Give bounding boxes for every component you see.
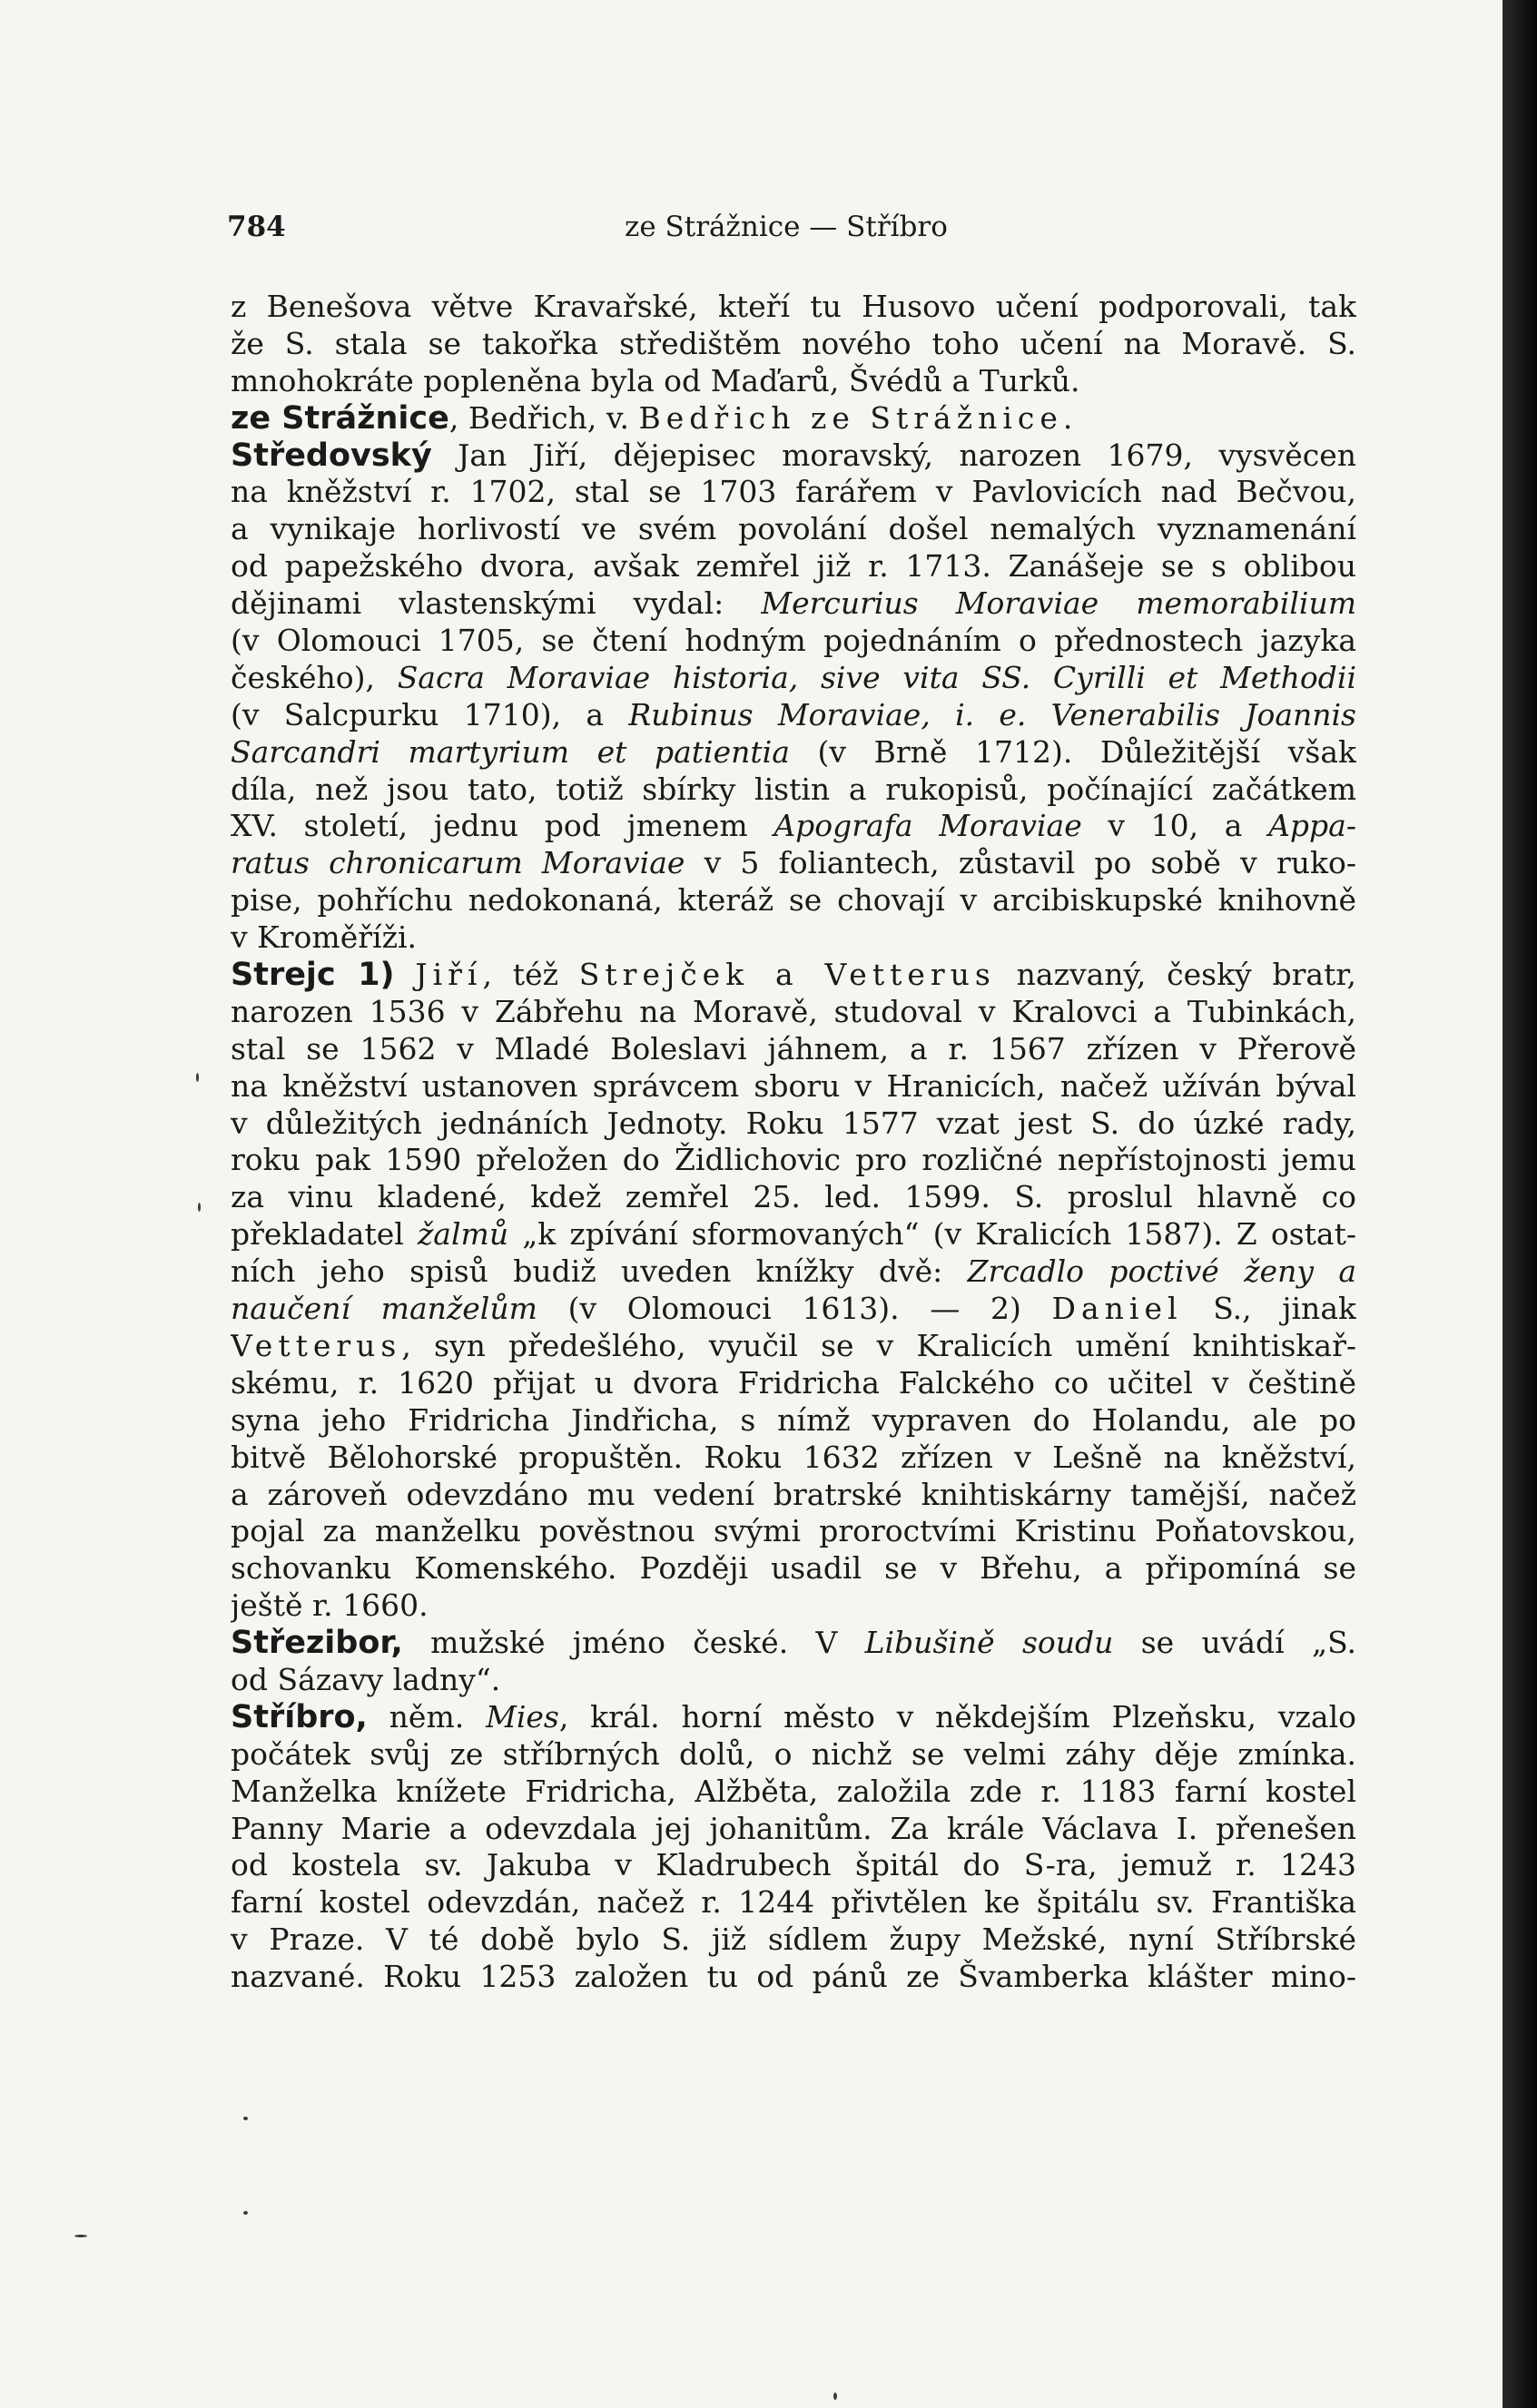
text-run: ních jeho spisů budiž uveden knížky dvě:	[231, 1253, 968, 1290]
text-line	[231, 697, 1356, 734]
text-line	[231, 994, 1356, 1031]
text-line	[231, 585, 1356, 623]
spaced-name: Daniel	[1051, 1291, 1183, 1327]
text-line	[231, 1811, 1356, 1848]
text-run: , Bedřich, v.	[448, 399, 639, 436]
text-run: mnohokráte popleněna byla od Maďarů, Švédů a Turků.	[231, 362, 1080, 398]
text-run: XV. století, jednu pod jmenem	[231, 808, 774, 844]
text-run: na kněžství ustanoven správcem sboru v Hranicích, načež užíván býval	[231, 1067, 1356, 1104]
text-line	[231, 1440, 1356, 1477]
text-run: mužské jméno české. V	[402, 1625, 865, 1661]
text-line	[231, 326, 1356, 363]
text-run: schovanku Komenského. Později usadil se v Břehu, a připomíná se	[231, 1550, 1356, 1587]
text-line	[231, 1662, 1356, 1699]
text-run: a zároveň odevzdáno mu vedení bratrské knihtiskárny tamější, načež	[231, 1476, 1356, 1512]
text-run: Jan Jiří, dějepisec moravský, narozen 1679, vysvěcen	[431, 437, 1356, 473]
italic-title: Appa-	[1268, 808, 1356, 844]
text-line	[231, 882, 1356, 919]
text-run: dějinami vlastenskými vydal:	[231, 585, 762, 622]
text-line	[231, 1402, 1356, 1440]
text-run: v 10, a	[1081, 808, 1269, 844]
text-run: překladatel	[231, 1216, 418, 1253]
text-run: (v Olomouci 1705, se čtení hodným pojednáním o přednostech jazyka	[231, 623, 1356, 659]
text-line	[231, 1513, 1356, 1550]
text-run: .	[1062, 399, 1073, 436]
text-line	[231, 1736, 1356, 1774]
text-run: S., jinak	[1182, 1291, 1356, 1327]
encyclopedia-text	[231, 289, 1356, 1996]
spaced-name: Strejček a Vetterus	[578, 957, 996, 993]
text-line	[231, 1699, 1356, 1736]
text-run: v důležitých jednáních Jednoty. Roku 1577 vzat jest S. do úzké rady,	[231, 1105, 1356, 1141]
headword: Stříbro,	[231, 1698, 368, 1735]
scan-speck	[243, 2211, 248, 2215]
text-line	[231, 1106, 1356, 1143]
text-run: od Sázavy ladny“.	[231, 1661, 501, 1697]
text-run: něm.	[367, 1698, 487, 1735]
text-run: narozen 1536 v Zábřehu na Moravě, studoval v Kralovci a Tubinkách,	[231, 993, 1356, 1029]
headword: ze Strážnice	[231, 399, 449, 437]
text-line	[231, 363, 1356, 400]
text-line	[231, 511, 1356, 548]
italic-title: Sarcandri martyrium et patientia	[231, 733, 790, 770]
text-run	[395, 957, 416, 992]
text-run: a vynikaje horlivostí ve svém povolání došel nemalých vyznamenání	[231, 511, 1356, 547]
text-line	[231, 734, 1356, 772]
text-run: pojal za manželku pověstnou svými proroctvími Kristinu Poňatovskou,	[231, 1513, 1356, 1549]
text-line	[231, 772, 1356, 809]
text-run: , též	[482, 957, 579, 993]
text-line	[231, 1253, 1356, 1291]
text-line	[231, 1587, 1356, 1625]
text-line	[231, 957, 1356, 994]
spaced-name: Jiří	[415, 957, 483, 993]
text-line	[231, 623, 1356, 660]
text-run: nazvané. Roku 1253 založen tu od pánů ze Švamberka klášter mino-	[231, 1959, 1356, 1995]
text-line	[231, 1365, 1356, 1402]
text-run: (v Brně 1712). Důležitější však	[789, 733, 1356, 770]
text-line	[231, 660, 1356, 697]
text-run: syna jeho Fridricha Jindřicha, s nímž vypraven do Holandu, ale po	[231, 1401, 1356, 1438]
text-run: skému, r. 1620 přijat u dvora Fridricha Falckého co učitel v češtině	[231, 1364, 1356, 1401]
spaced-name: Vetterus	[231, 1327, 402, 1363]
text-line	[231, 919, 1356, 957]
text-line	[231, 1142, 1356, 1179]
text-run: stal se 1562 v Mladé Boleslavi jáhnem, a r. 1567 zřízen v Přerově	[231, 1030, 1356, 1066]
italic-title: Rubinus Moraviae, i. e. Venerabilis Joannis	[628, 696, 1356, 732]
text-run: z Benešova větve Kravařské, kteří tu Husovo učení podporovali, tak	[231, 289, 1356, 324]
text-line	[231, 1216, 1356, 1253]
page-number: 784	[227, 211, 286, 243]
text-line	[231, 474, 1356, 511]
text-run: (v Salcpurku 1710), a	[231, 696, 629, 732]
headword: Středovský	[231, 437, 432, 474]
text-line	[231, 1068, 1356, 1106]
italic-title: Apografa Moraviae	[773, 808, 1082, 844]
text-run: , syn předešlého, vyučil se v Kralicích umění knihtiskař-	[401, 1327, 1356, 1363]
text-line	[231, 548, 1356, 585]
text-run: pise, pohříchu nedokonaná, kteráž se chovají v arcibiskupské knihovně	[231, 882, 1356, 919]
text-run: od papežského dvora, avšak zemřel již r. 1713. Zanášeje se s oblibou	[231, 548, 1356, 585]
text-run: od kostela sv. Jakuba v Kladrubech špitál do S-ra, jemuž r. 1243	[231, 1847, 1356, 1883]
italic-title: Zrcadlo poctivé ženy a	[967, 1253, 1356, 1290]
italic-title: Sacra Moraviae historia, sive vita SS. Cyrilli et Methodii	[397, 659, 1356, 695]
text-run: Manželka knížete Fridricha, Alžběta, založila zde r. 1183 farní kostel	[231, 1773, 1356, 1809]
text-line	[231, 289, 1356, 326]
italic-title: naučení manželům	[231, 1291, 537, 1327]
spaced-name: Bedřich ze Strážnice	[638, 399, 1063, 436]
headword: Strejc 1)	[231, 957, 395, 994]
text-run: , král. horní město v někdejším Plzeňsku, vzalo	[558, 1698, 1356, 1735]
italic-title: Libušině soudu	[864, 1625, 1114, 1661]
text-run: na kněžství r. 1702, stal se 1703 farářem v Pavlovicích nad Bečvou,	[231, 474, 1356, 510]
text-run: v 5 foliantech, zůstavil po sobě v ruko-	[685, 845, 1356, 881]
text-line	[231, 1921, 1356, 1959]
text-line	[231, 437, 1356, 475]
text-run: v Praze. V té době bylo S. již sídlem župy Mežské, nyní Stříbrské	[231, 1921, 1356, 1958]
text-run: českého),	[231, 659, 398, 695]
text-line	[231, 1625, 1356, 1662]
text-line	[231, 1847, 1356, 1884]
scan-edge	[1503, 0, 1537, 2408]
text-run: že S. stala se takořka středištěm nového toho učení na Moravě. S.	[231, 325, 1356, 361]
text-run: roku pak 1590 přeložen do Židlichovic pro rozličné nepřístojnosti jemu	[231, 1142, 1356, 1178]
text-line	[231, 1031, 1356, 1068]
text-run: se uvádí „S.	[1113, 1625, 1356, 1661]
italic-title: Mies	[486, 1698, 559, 1735]
text-line	[231, 1291, 1356, 1328]
scan-speck	[833, 2393, 837, 2400]
text-line	[231, 1774, 1356, 1811]
text-line	[231, 1959, 1356, 1996]
italic-title: Mercurius Moraviae memorabilium	[761, 585, 1356, 622]
text-run: „k zpívání sformovaných“ (v Kralicích 1587). Z ostat-	[508, 1216, 1356, 1253]
text-line	[231, 1179, 1356, 1216]
text-run: díla, než jsou tato, totiž sbírky listin a rukopisů, počínající začátkem	[231, 771, 1356, 807]
text-run: nazvaný, český bratr,	[995, 957, 1356, 993]
italic-title: žalmů	[417, 1216, 509, 1253]
text-run: v Kroměříži.	[231, 919, 418, 956]
scan-speck	[196, 1073, 199, 1082]
scan-speck	[243, 2117, 248, 2120]
text-run: (v Olomouci 1613). — 2)	[537, 1291, 1052, 1327]
text-run: farní kostel odevzdán, načež r. 1244 přivtělen ke špitálu sv. Františka	[231, 1884, 1356, 1921]
text-line	[231, 1328, 1356, 1365]
text-run: Panny Marie a odevzdala jej johanitům. Za krále Václava I. přenešen	[231, 1810, 1356, 1846]
running-header	[227, 211, 1353, 251]
text-line	[231, 1477, 1356, 1514]
text-line	[231, 808, 1356, 845]
text-run: ještě r. 1660.	[231, 1587, 429, 1624]
text-run: bitvě Bělohorské propuštěn. Roku 1632 zřízen v Lešně na kněžství,	[231, 1439, 1356, 1475]
text-line	[231, 845, 1356, 882]
text-line	[231, 1550, 1356, 1587]
running-title: ze Strážnice — Stříbro	[625, 211, 948, 243]
text-run: počátek svůj ze stříbrných dolů, o nichž se velmi záhy děje zmínka.	[231, 1735, 1356, 1772]
scan-speck	[198, 1203, 201, 1212]
text-run: za vinu kladené, kdež zemřel 25. led. 1599. S. proslul hlavně co	[231, 1179, 1356, 1215]
text-line	[231, 1884, 1356, 1921]
headword: Střezibor,	[231, 1625, 403, 1662]
scan-speck	[74, 2235, 87, 2237]
text-line	[231, 400, 1356, 437]
italic-title: ratus chronicarum Moraviae	[231, 845, 685, 881]
